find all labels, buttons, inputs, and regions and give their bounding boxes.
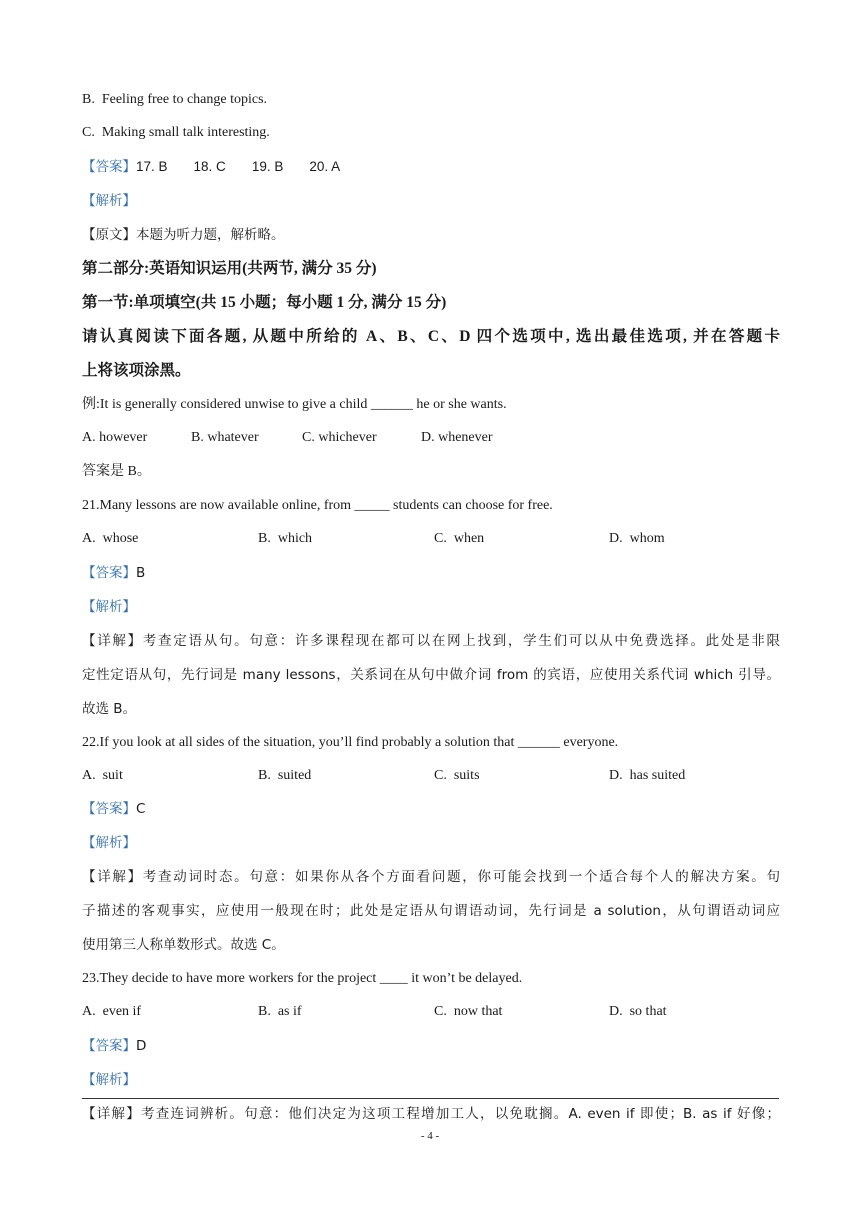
answer-18: 18. C — [193, 159, 226, 174]
answer-17: 17. B — [136, 159, 168, 174]
q22-answer: C — [136, 801, 146, 817]
question-22-stem: 22.If you look at all sides of the situation, you’ll find probably a solution that ______ everyone. — [82, 735, 619, 750]
q21-option-b: B. which — [258, 531, 313, 546]
original-text-note: 【原文】本题为听力题，解析略。 — [82, 227, 285, 243]
answer-line-17-20 — [82, 157, 780, 178]
question-21-stem: 21.Many lessons are now available online, from _____ students can choose for free. — [82, 498, 553, 513]
q21-detail-line-1: 【详解】考查定语从句。句意：许多课程现在都可以在网上找到，学生们可以从中免费选择。此处是非限 — [82, 633, 780, 649]
q22-option-d: D. has suited — [609, 768, 686, 783]
footer-rule — [82, 1098, 779, 1099]
answer-tag: 【答案】 — [82, 159, 136, 175]
example-option-d: D. whenever — [421, 430, 493, 445]
analysis-tag: 【解析】 — [82, 193, 136, 209]
q22-answer-line — [82, 799, 780, 820]
q23-option-b: B. as if — [258, 1004, 302, 1019]
instruction-line-2: 上将该项涂黑。 — [82, 362, 191, 379]
q21-analysis-tag: 【解析】 — [82, 599, 136, 615]
part2-heading: 第二部分:英语知识运用(共两节, 满分 35 分) — [82, 260, 377, 277]
q23-option-a: A. even if — [82, 1004, 142, 1019]
answer-20: 20. A — [309, 159, 341, 174]
q22-detail-line-2: 子描述的客观事实，应使用一般现在时；此处是定语从句谓语动词，先行词是 a solution，从句谓语动词应 — [82, 903, 780, 919]
option-c-line: C. Making small talk interesting. — [82, 125, 270, 140]
question-23-stem: 23.They decide to have more workers for the project ____ it won’t be delayed. — [82, 971, 523, 986]
example-option-a: A. however — [82, 430, 148, 445]
example-option-b: B. whatever — [191, 430, 259, 445]
answer-19: 19. B — [251, 159, 284, 174]
example-option-c: C. whichever — [302, 430, 377, 445]
answer-tag: 【答案】 — [82, 1038, 136, 1054]
q22-analysis-tag: 【解析】 — [82, 835, 136, 851]
example-stem: 例:It is generally considered unwise to give a child ______ he or she wants. — [82, 397, 507, 412]
q22-detail-line-1: 【详解】考查动词时态。句意：如果你从各个方面看问题，你可能会找到一个适合每个人的解决方案。句 — [82, 869, 780, 885]
q21-option-a: A. whose — [82, 531, 139, 546]
q21-option-c: C. when — [434, 531, 485, 546]
option-b-line: B. Feeling free to change topics. — [82, 92, 268, 107]
answer-tag: 【答案】 — [82, 801, 136, 817]
q21-answer-line — [82, 563, 780, 584]
q22-option-a: A. suit — [82, 768, 123, 783]
q21-detail-line-2: 定性定语从句，先行词是 many lessons，关系词在从句中做介词 from 的宾语，应使用关系代词 which 引导。 — [82, 667, 780, 683]
q23-detail-line-1: 【详解】考查连词辨析。句意：他们决定为这项工程增加工人，以免耽搁。A. even if 即使；B. as if 好像； — [82, 1106, 780, 1122]
q23-analysis-tag: 【解析】 — [82, 1072, 136, 1088]
q22-option-b: B. suited — [258, 768, 312, 783]
q21-detail-line-3: 故选 B。 — [82, 701, 137, 717]
q23-answer: D — [136, 1038, 147, 1054]
q22-detail-line-3: 使用第三人称单数形式。故选 C。 — [82, 937, 285, 953]
section1-heading: 第一节:单项填空(共 15 小题；每小题 1 分, 满分 15 分) — [82, 294, 447, 311]
example-answer: 答案是 B。 — [82, 464, 151, 479]
q23-answer-line — [82, 1036, 780, 1057]
instruction-line-1: 请认真阅读下面各题, 从题中所给的 A、B、C、D 四个选项中, 选出最佳选项, 并在答题卡 — [82, 328, 780, 345]
q21-answer: B — [136, 565, 146, 581]
q23-option-d: D. so that — [609, 1004, 667, 1019]
q21-option-d: D. whom — [609, 531, 665, 546]
answer-tag: 【答案】 — [82, 565, 136, 581]
page-number: - 4 - — [420, 1130, 440, 1142]
q22-option-c: C. suits — [434, 768, 480, 783]
q23-option-c: C. now that — [434, 1004, 503, 1019]
